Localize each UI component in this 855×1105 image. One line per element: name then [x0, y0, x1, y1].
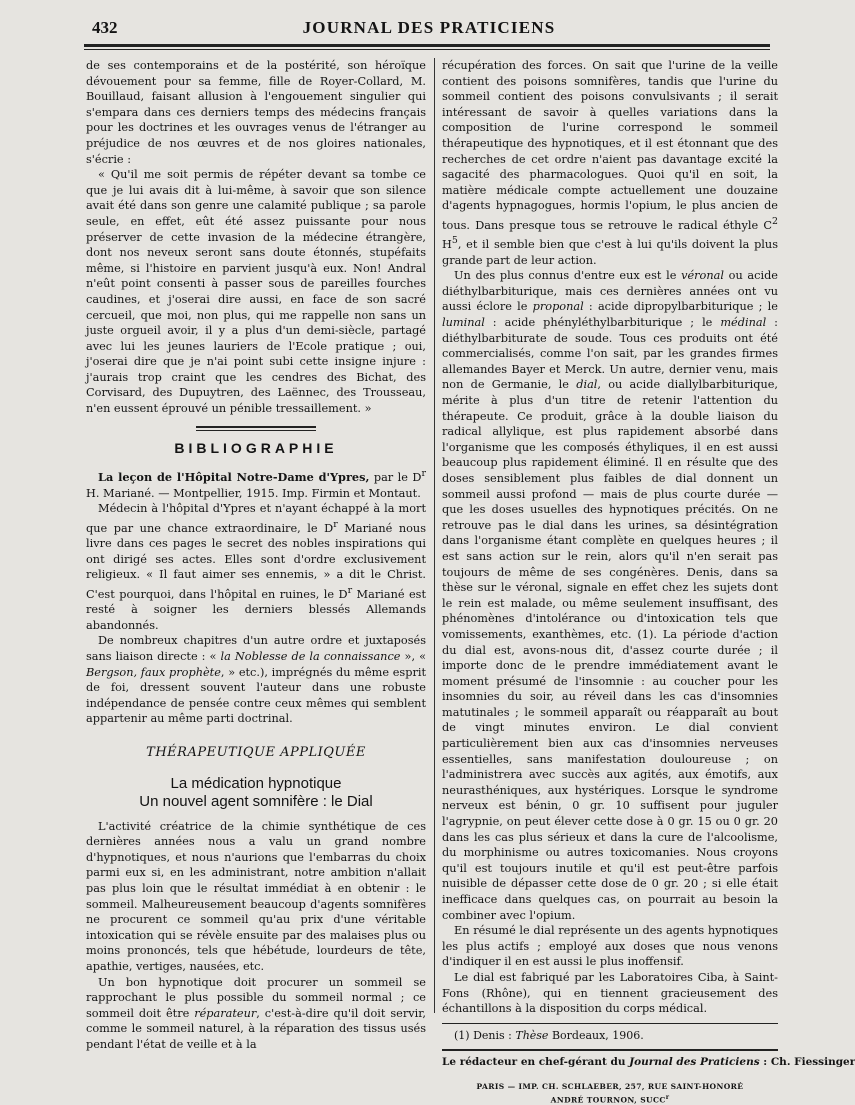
column-divider [434, 58, 435, 1013]
left-column [86, 58, 426, 1053]
paragraph: Un des plus connus d'entre eux est le véronal ou acide diéthylbarbiturique, mais ces dernières années ont vu aussi éclore le proponal : acide dipropylbarbiturique ; le luminal : acide phényléthylbarbiturique ; le médinal : diéthylbarbiturate de soude. Tous ces produits ont été commercialisés, comme l'on sait, par les grandes firmes allemandes Bayer et Merck. Un autre, dernier venu, mais non de Germanie, le dial, ou acide diallylbarbiturique, mérite à plus d'un titre de retenir l'attention du thérapeute. Ce produit, grâce à la double liaison du radical allylique, est plus rapidement absorbé dans l'organisme que les composés éthyliques, il en est aussi beaucoup plus rapidement éliminé. Il en résulte que des doses sensiblement plus faibles de dial donnent un sommeil aussi profond — mais de plus courte durée — que les doses usuelles des hypnotiques précités. On ne retrouve pas le dial dans les urines, sa désintégration dans l'organisme étant complète en quelques heures ; il est sans action sur le rein, alors qu'il n'en serait pas toujours de même de ses congénères. Denis, dans sa thèse sur le véronal, signale en effet chez les sujets dont le rein est malade, ou même seulement insuffisant, des phénomènes d'intolérance ou d'intoxication tels que vomissements, exanthèmes, etc. (1). La période d'action du dial est, avons-nous dit, d'assez courte durée ; il importe donc de le prendre immédiatement avant le moment présumé de l'insomnie : au coucher pour les insomnies du soir, au réveil dans les cas d'insomnies matutinales ; le sommeil apparaît ou réapparaît au bout de vingt minutes environ. Le dial convient particulièrement bien aux cas d'insomnies nerveuses essentielles, sans manifestation douloureuse ; on l'administrera avec succès aux agités, aux émotifs, aux neurasthéniques, aux hystériques. Lorsque le syndrome nerveux est bénin, 0 gr. 10 suffisent pour juguler l'agrypnie, on peut élever cette dose à 0 gr. 15 ou 0 gr. 20 dans les cas plus sérieux et dans la cure de l'alcoolisme, du morphinisme ou autres toxicomanies. Nous croyons qu'il est toujours inutile et qu'il est peut-être parfois nuisible de dépasser cette dose de 0 gr. 20 ; si elle était inefficace dans quelques cas, on pourrait au besoin la combiner avec l'opium. [442, 269, 778, 922]
paragraph: Le dial est fabriqué par les Laboratoires Ciba, à Saint-Fons (Rhône), qui en tiennent gracieusement des échantillons à la disposition du corps médical. [442, 970, 778, 1016]
footnote: (1) Denis : Thèse Bordeaux, 1906. [454, 1028, 644, 1042]
editor-rule [442, 1049, 778, 1051]
paragraph: de ses contemporains et de la postérité, son héroïque dévouement pour sa femme, fille de Royer-Collard, M. Bouillaud, faisant allusion à l'engouement singulier qui s'empara dans ces derniers temps des médecins français pour les doctrines et les ouvrages venus de l'étranger au préjudice de nos œuvres et de nos gloires nationales, s'écrie : [86, 59, 426, 166]
quote-paragraph: « Qu'il me soit permis de répéter devant sa tombe ce que je lui avais dit à lui-même, à savoir que son silence avait été dans son genre une calamité publique ; sa parole seule, en effet, eût été assez puissante pour nous préserver de cette invasion de la médecine étrangère, dont nos neveux seront sans doute étonnés, stupéfaits même, si l'histoire en parvient jusqu'à eux. Non! Andral n'eût point consenti à passer sous de pareilles fourches caudines, et j'oserai dire aussi, en face de son sacré cercueil, que moi, non plus, qui me rappelle non sans un juste orgueil avoir, il y a plus d'un demi-siècle, partagé avec lui les jeunes lauriers de l'Ecole pratique ; oui, j'oserai dire que je n'ai point subi cette insigne injure : j'aurais trop craint que les cendres des Bichat, des Corvisard, des Dupuytren, des Laënnec, des Trousseau, n'en eussent éprouvé un pénible tressaillement. » [86, 168, 426, 416]
header-rule [84, 44, 770, 47]
header-rule-thin [84, 49, 770, 50]
paragraph: Médecin à l'hôpital d'Ypres et n'ayant échappé à la mort que par une chance extraordinaire, le $D^r$ Mariané nous livre dans ces pages le secret des nobles inspirations qui ont dirigé ses actes. Elles sont d'ordre exclusivement religieux. « Il faut aimer ses ennemis, » a dit le Christ. C'est pourquoi, dans l'hôpital en ruines, le $D^r$ Mariané est resté à soigner les derniers blessés Allemands abandonnés. [86, 502, 427, 632]
paragraph: En résumé le dial représente un des agents hypnotiques les plus actifs ; employé aux doses que nous venons d'indiquer il en est aussi le plus inoffensif. [442, 924, 778, 969]
book-title: La leçon de l'Hôpital Notre-Dame d'Ypres, [98, 470, 370, 485]
printer-imprint: PARIS — IMP. CH. SCHLAEBER, 257, RUE SAINT-HONORÉ ANDRÉ TOURNON, SUCC$^r$ [476, 1081, 744, 1105]
paragraph: De nombreux chapitres d'un autre ordre et juxtaposés sans liaison directe : « la Noblesse de la connaissance », « Bergson, faux prophète, » etc.), imprégnés du même esprit de foi, dressent souvent l'auteur dans une robuste indépendance de pensée contre ceux mêmes qui semblent appartenir au même parti doctrinal. [86, 634, 426, 726]
journal-title: JOURNAL DES PRATICIENS [302, 18, 556, 37]
article-title: La médication hypnotique Un nouvel agent somnifère : le Dial [139, 774, 373, 810]
section-heading: THÉRAPEUTIQUE APPLIQUÉE [146, 745, 366, 761]
editor-line: Le rédacteur en chef-gérant du Journal des Praticiens : Ch. Fiessinger [442, 1056, 855, 1069]
right-column [442, 58, 855, 1105]
page-header [84, 18, 774, 40]
footnote-rule [442, 1023, 778, 1024]
page-number: 432 [92, 18, 118, 37]
book-author: H. Mariané. [86, 486, 155, 500]
paragraph: L'activité créatrice de la chimie synthétique de ces dernières années nous a valu un grand nombre d'hypnotiques, et nous n'aurions que l'embarras du choix parmi eux si, en les administrant, notre ambition n'allait pas plus loin que le résultat immédiat à en obtenir : le sommeil. Malheureusement beaucoup d'agents somnifères ne procurent ce sommeil qu'au prix d'une véritable intoxication qui se révèle ensuite par des malaises plus ou moins prononcés, tels que hébétude, lourdeurs de tête, apathie, vertiges, nausées, etc. [86, 819, 426, 973]
paragraph: Un bon hypnotique doit procurer un sommeil se rapprochant le plus possible du sommeil normal ; ce sommeil doit être réparateur, c'est-à-dire qu'il doit servir, comme le sommeil naturel, à la réparation des tissus usés pendant l'état de veille et à la [86, 975, 426, 1051]
bibliography-entry: La leçon de l'Hôpital Notre-Dame d'Ypres, par le $D^r$ H. Mariané. — Montpellier, 1915. Imp. Firmin et Montaut. [86, 468, 426, 500]
section-separator [196, 426, 316, 431]
book-publisher: — Montpellier, 1915. Imp. Firmin et Montaut. [154, 486, 421, 500]
paragraph: récupération des forces. On sait que l'urine de la veille contient des poisons somnifères, tandis que l'urine du sommeil contient des poisons convulsivants ; il serait intéressant de savoir à quelles variations dans la composition de l'urine correspond le sommeil thérapeutique des hypnotiques, et il est étonnant que des recherches de cet ordre n'aient pas davantage excité la sagacité des pharmacologues. Quoi qu'il en soit, la matière médicale compte actuellement une douzaine d'agents hypnagogues, hormis l'opium, le plus ancien de tous. Dans presque tous se retrouve le radical éthyle $C^2$ $H^5$, et il semble bien que c'est à lui qu'ils doivent la plus grande part de leur action. [442, 59, 778, 267]
bibliography-heading: BIBLIOGRAPHIE [174, 439, 338, 456]
